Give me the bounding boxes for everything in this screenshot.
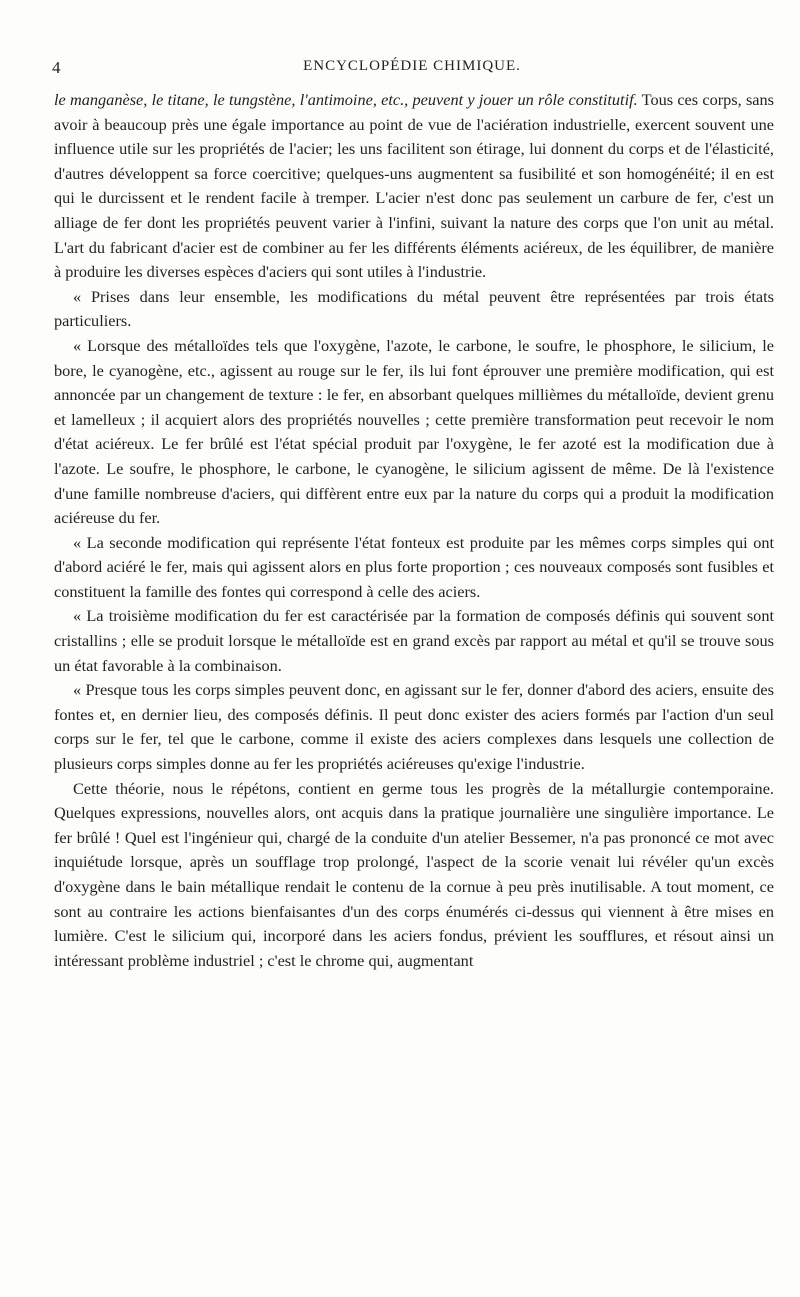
paragraph-5: « La troisième modification du fer est caractérisée par la formation de composés définis qui souvent sont cristallins ; elle se produit lorsque le métalloïde est en grand excès par rapport au métal et qu'il se trouve sous un état favorable à la combinaison. — [54, 606, 774, 675]
running-title: ENCYCLOPÉDIE CHIMIQUE. — [303, 58, 521, 74]
paragraph-1 — [54, 88, 774, 285]
page-number: 4 — [52, 58, 61, 77]
page-header — [52, 58, 772, 80]
paragraph-4: « La seconde modification qui représente l'état fonteux est produite par les mêmes corps simples qui ont d'abord aciéré le fer, mais qui agissent alors en plus forte proportion ; ces nouveaux composés sont fusibles et constituent la famille des fontes qui correspond à celle des aciers. — [54, 532, 774, 601]
paragraph-6: « Presque tous les corps simples peuvent donc, en agissant sur le fer, donner d'abord des aciers, ensuite des fontes et, en dernier lieu, des composés définis. Il peut donc exister des aciers formés par l'action d'un seul corps sur le fer, tel que le carbone, comme il existe des aciers complexes dans lesquels une collection de plusieurs corps simples donne au fer les propriétés aciéreuses qu'exige l'industrie. — [54, 680, 774, 774]
paragraph-1-italic: le manganèse, le titane, le tungstène, l'antimoine, etc., peuvent y jouer un rôle constitutif. — [54, 90, 638, 109]
body-text — [54, 88, 774, 973]
paragraph-3: « Lorsque des métalloïdes tels que l'oxygène, l'azote, le carbone, le soufre, le phosphore, le silicium, le bore, le cyanogène, etc., agissent au rouge sur le fer, ils lui font éprouver une première modification, qui est annoncée par un changement de texture : le fer, en absorbant quelques millièmes du métalloïde, devient grenu et lamelleux ; il acquiert alors des propriétés nouvelles ; cette première transformation peut recevoir le nom d'état aciéreux. Le fer brûlé est l'état spécial produit par l'oxygène, le fer azoté est la modification due à l'azote. Le soufre, le phosphore, le carbone, le cyanogène, le silicium agissent de même. De là l'existence d'une famille nombreuse d'aciers, qui diffèrent entre eux par la nature du corps qui a produit la modification aciéreuse du fer. — [54, 335, 774, 528]
paragraph-2: « Prises dans leur ensemble, les modifications du métal peuvent être représentées par trois états particuliers. — [54, 286, 774, 331]
paragraph-7: Cette théorie, nous le répétons, contient en germe tous les progrès de la métallurgie contemporaine. Quelques expressions, nouvelles alors, ont acquis dans la pratique journalière une singulière importance. Le fer brûlé ! Quel est l'ingénieur qui, chargé de la conduite d'un atelier Bessemer, n'a pas prononcé ce mot avec inquiétude lorsque, après un soufflage trop prolongé, l'aspect de la scorie venait lui révéler qu'un excès d'oxygène dans le bain métallique rendait le contenu de la cornue à peu près inutilisable. A tout moment, ce sont au contraire les actions bienfaisantes d'un des corps énumérés ci-dessus qui viennent à être mises en lumière. C'est le silicium qui, incorporé dans les aciers fondus, prévient les soufflures, et résout ainsi un intéressant problème industriel ; c'est le chrome qui, augmentant — [54, 778, 774, 970]
paragraph-1-rest: Tous ces corps, sans avoir à beaucoup près une égale importance au point de vue de l'aciération industrielle, exercent souvent une influence utile sur les propriétés de l'acier; les uns facilitent son étirage, lui donnent du corps et de l'élasticité, d'autres développent sa force coercitive; quelques-uns augmentent sa fusibilité et son homogénéité; il en est qui le durcissent et le rendent facile à tremper. L'acier n'est donc pas seulement un carbure de fer, c'est un alliage de fer dont les propriétés peuvent varier à l'infini, suivant la nature des corps que l'on unit au métal. L'art du fabricant d'acier est de combiner au fer les différents éléments aciéreux, de les équilibrer, de manière à produire les diverses espèces d'aciers qui sont utiles à l'industrie. — [54, 90, 774, 282]
